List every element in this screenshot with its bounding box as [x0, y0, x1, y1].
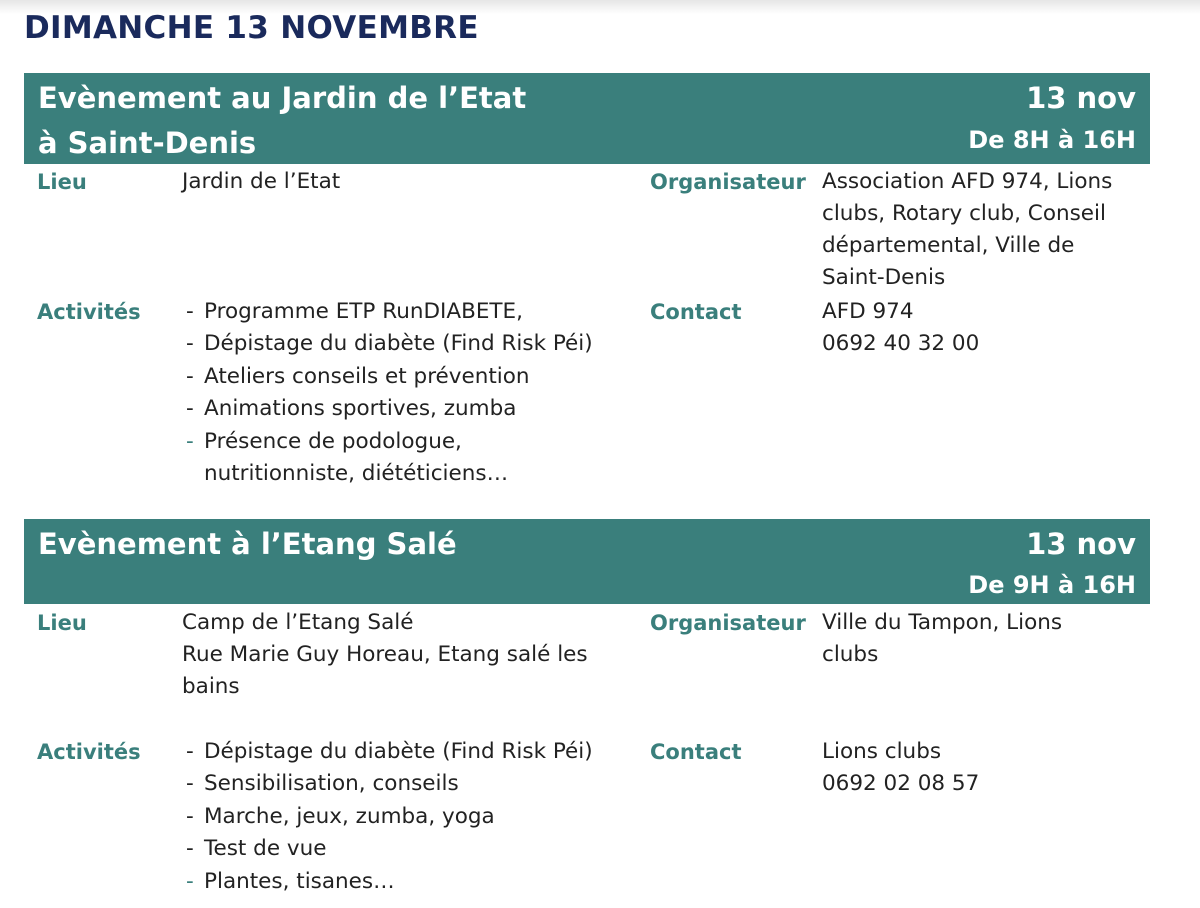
event-time: De 9H à 16H [968, 571, 1136, 599]
list-dash: - [186, 363, 194, 389]
contact-label: Contact [650, 300, 742, 324]
activite-text: Test de vue [204, 836, 327, 862]
activite-item [186, 736, 593, 768]
contact-phone: 0692 40 32 00 [822, 331, 980, 356]
list-dash: - [186, 803, 194, 829]
lieu-line: Rue Marie Guy Horeau, Etang salé les [182, 642, 588, 667]
activite-item [186, 393, 593, 425]
organisateur-label: Organisateur [650, 170, 806, 194]
activite-text: Sensibilisation, conseils [204, 771, 459, 797]
list-dash: - [186, 836, 194, 862]
contact-value [822, 736, 979, 800]
contact-line: AFD 974 [822, 299, 914, 324]
activite-text: Présence de podologue, [204, 428, 462, 454]
contact-phone: 0692 02 08 57 [822, 771, 980, 796]
organisateur-value [822, 166, 1112, 294]
list-dash: - [186, 299, 194, 324]
list-dash: - [186, 868, 194, 894]
contact-line: Lions clubs [822, 739, 942, 764]
activite-item [186, 768, 593, 800]
activite-text: Marche, jeux, zumba, yoga [204, 803, 495, 829]
list-dash: - [186, 331, 194, 357]
event-title-line-2: à Saint-Denis [38, 126, 257, 160]
organisateur-line: Saint-Denis [822, 265, 946, 290]
organisateur-line: Ville du Tampon, Lions [822, 610, 1063, 635]
activite-text: Programme ETP RunDIABETE, [204, 299, 523, 324]
organisateur-label: Organisateur [650, 611, 806, 635]
list-dash: - [186, 396, 194, 422]
list-dash: - [186, 428, 194, 454]
lieu-line: bains [182, 674, 240, 699]
organisateur-line: départemental, Ville de [822, 233, 1075, 258]
activite-item [186, 361, 593, 393]
activite-item [186, 426, 593, 491]
activite-text: Animations sportives, zumba [204, 396, 517, 422]
event-time: De 8H à 16H [968, 126, 1136, 154]
lieu-label: Lieu [37, 170, 87, 194]
activite-text: Dépistage du diabète (Find Risk Péi) [204, 739, 593, 764]
activite-item [186, 866, 593, 898]
lieu-value [182, 607, 588, 703]
organisateur-line: clubs [822, 642, 879, 667]
lieu-line: Jardin de l’Etat [182, 169, 341, 194]
activite-item [186, 801, 593, 833]
organisateur-line: clubs, Rotary club, Conseil [822, 201, 1106, 226]
activites-label: Activités [37, 740, 141, 764]
event-header-etang-sale [24, 519, 1150, 604]
activites-list [186, 736, 593, 898]
lieu-line: Camp de l’Etang Salé [182, 610, 414, 635]
contact-value [822, 296, 979, 360]
event-header-jardin [24, 73, 1150, 164]
activite-text: Dépistage du diabète (Find Risk Péi) [204, 331, 593, 357]
lieu-value [182, 166, 340, 198]
activite-item [186, 833, 593, 865]
activite-text: nutritionniste, diététiciens… [204, 461, 509, 487]
event-date: 13 nov [1026, 527, 1136, 561]
activite-text: Plantes, tisanes… [204, 868, 395, 894]
activite-item [186, 296, 593, 328]
activites-label: Activités [37, 300, 141, 324]
organisateur-line: Association AFD 974, Lions [822, 169, 1113, 194]
activites-list [186, 296, 593, 490]
list-dash: - [186, 739, 194, 764]
event-date: 13 nov [1026, 81, 1136, 115]
lieu-label: Lieu [37, 611, 87, 635]
list-dash: - [186, 771, 194, 797]
contact-label: Contact [650, 740, 742, 764]
activite-text: Ateliers conseils et prévention [204, 363, 530, 389]
page-title: DIMANCHE 13 NOVEMBRE [24, 10, 479, 46]
event-title-line-1: Evènement au Jardin de l’Etat [38, 81, 527, 115]
organisateur-value [822, 607, 1062, 671]
activite-item [186, 328, 593, 360]
event-title-line-1: Evènement à l’Etang Salé [38, 527, 457, 561]
